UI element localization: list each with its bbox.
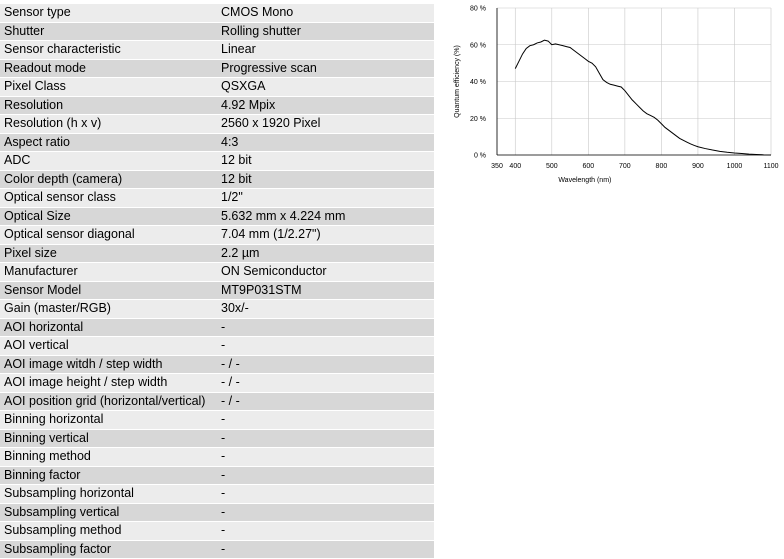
spec-row — [0, 115, 434, 134]
spec-value: 1/2" — [217, 189, 434, 208]
spec-row — [0, 355, 434, 374]
spec-label: Binning vertical — [0, 429, 217, 448]
spec-value: - — [217, 429, 434, 448]
spec-label: Sensor type — [0, 4, 217, 22]
spec-row — [0, 300, 434, 319]
spec-label: Manufacturer — [0, 263, 217, 282]
x-axis-label: Wavelength (nm) — [558, 177, 612, 184]
spec-label: Binning method — [0, 448, 217, 467]
spec-row — [0, 133, 434, 152]
chart-grid — [497, 8, 771, 155]
spec-label: AOI image height / step width — [0, 374, 217, 393]
spec-row — [0, 281, 434, 300]
spec-value: - — [217, 466, 434, 485]
spec-row — [0, 374, 434, 393]
x-tick-label: 1100 — [763, 163, 779, 170]
spec-row — [0, 41, 434, 60]
spec-label: Optical sensor class — [0, 189, 217, 208]
spec-value: 4.92 Mpix — [217, 96, 434, 115]
spec-label: Optical sensor diagonal — [0, 226, 217, 245]
spec-row — [0, 78, 434, 97]
spec-label: Pixel Class — [0, 78, 217, 97]
spec-value: 12 bit — [217, 152, 434, 171]
spec-value: 5.632 mm x 4.224 mm — [217, 207, 434, 226]
spec-row — [0, 152, 434, 171]
spec-label: ADC — [0, 152, 217, 171]
spec-label: Gain (master/RGB) — [0, 300, 217, 319]
spec-label: Sensor Model — [0, 281, 217, 300]
spec-value: MT9P031STM — [217, 281, 434, 300]
spec-label: Binning factor — [0, 466, 217, 485]
x-tick-label: 700 — [619, 163, 631, 170]
y-axis-label: Quantum efficiency (%) — [454, 45, 461, 118]
spec-label: AOI position grid (horizontal/vertical) — [0, 392, 217, 411]
spec-row — [0, 170, 434, 189]
spec-label: Sensor characteristic — [0, 41, 217, 60]
spec-row — [0, 318, 434, 337]
spec-label: Subsampling vertical — [0, 503, 217, 522]
spec-row — [0, 244, 434, 263]
y-tick-label: 20 % — [470, 115, 486, 123]
spec-row — [0, 522, 434, 541]
spec-row — [0, 540, 434, 559]
x-tick-label: 800 — [655, 163, 668, 170]
chart-tick-labels — [470, 6, 779, 171]
x-tick-label: 600 — [582, 163, 595, 170]
y-tick-label: 80 % — [470, 5, 486, 13]
spec-value: 12 bit — [217, 170, 434, 189]
spec-label: Subsampling factor — [0, 540, 217, 559]
y-tick-label: 0 % — [473, 152, 486, 160]
spec-label: Shutter — [0, 22, 217, 41]
spec-value: - / - — [217, 374, 434, 393]
spec-value: 7.04 mm (1/2.27") — [217, 226, 434, 245]
specifications-table — [0, 4, 434, 559]
spec-label: Readout mode — [0, 59, 217, 78]
spec-label: Resolution (h x v) — [0, 115, 217, 134]
spec-label: Optical Size — [0, 207, 217, 226]
spec-row — [0, 96, 434, 115]
spec-row — [0, 207, 434, 226]
x-tick-label: 350 — [491, 163, 503, 170]
spec-label: AOI horizontal — [0, 318, 217, 337]
spec-row — [0, 485, 434, 504]
specifications-table-body — [0, 4, 434, 559]
spec-value: - / - — [217, 392, 434, 411]
spec-value: Linear — [217, 41, 434, 60]
spec-row — [0, 392, 434, 411]
spec-value: 2.2 µm — [217, 244, 434, 263]
y-tick-label: 40 % — [470, 79, 486, 86]
quantum-efficiency-chart — [446, 0, 784, 192]
x-tick-label: 1000 — [726, 163, 743, 170]
qe-series-line — [515, 40, 771, 155]
spec-value: - — [217, 411, 434, 430]
chart-series — [515, 40, 771, 155]
spec-value: - — [217, 448, 434, 467]
spec-row — [0, 448, 434, 467]
spec-value: - — [217, 485, 434, 504]
spec-value: - — [217, 337, 434, 356]
spec-value: 4:3 — [217, 133, 434, 152]
spec-label: Color depth (camera) — [0, 170, 217, 189]
spec-row — [0, 429, 434, 448]
spec-label: AOI image witdh / step width — [0, 355, 217, 374]
spec-value: Rolling shutter — [217, 22, 434, 41]
spec-label: Aspect ratio — [0, 133, 217, 152]
spec-label: Subsampling horizontal — [0, 485, 217, 504]
spec-label: Resolution — [0, 96, 217, 115]
spec-value: 30x/- — [217, 300, 434, 319]
x-tick-label: 400 — [509, 163, 522, 170]
spec-row — [0, 59, 434, 78]
spec-row — [0, 189, 434, 208]
spec-row — [0, 22, 434, 41]
spec-row — [0, 226, 434, 245]
spec-value: 2560 x 1920 Pixel — [217, 115, 434, 134]
spec-row — [0, 503, 434, 522]
spec-value: CMOS Mono — [217, 4, 434, 22]
x-tick-label: 500 — [545, 163, 558, 170]
spec-value: - — [217, 503, 434, 522]
x-tick-label: 900 — [692, 163, 704, 170]
spec-label: AOI vertical — [0, 337, 217, 356]
spec-value: - — [217, 318, 434, 337]
spec-row — [0, 337, 434, 356]
spec-value: - — [217, 540, 434, 559]
spec-label: Pixel size — [0, 244, 217, 263]
spec-row — [0, 263, 434, 282]
spec-row — [0, 4, 434, 22]
spec-label: Subsampling method — [0, 522, 217, 541]
spec-value: Progressive scan — [217, 59, 434, 78]
spec-label: Binning horizontal — [0, 411, 217, 430]
spec-value: ON Semiconductor — [217, 263, 434, 282]
spec-value: - — [217, 522, 434, 541]
spec-row — [0, 411, 434, 430]
spec-value: QSXGA — [217, 78, 434, 97]
spec-value: - / - — [217, 355, 434, 374]
spec-row — [0, 466, 434, 485]
y-tick-label: 60 % — [470, 42, 486, 50]
